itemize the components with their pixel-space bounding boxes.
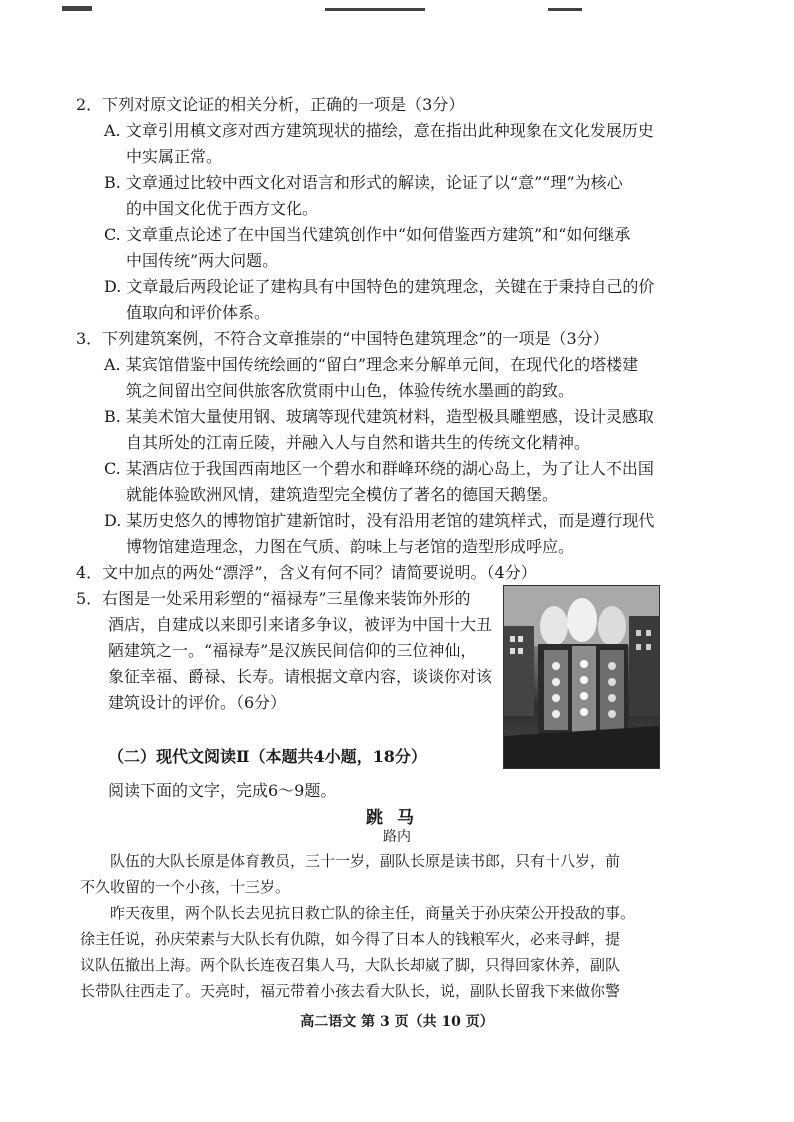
question-2-option-c: C. 文章重点论述了在中国当代建筑创作中“如何借鉴西方建筑”和“如何继承 中国传统”两大问题。 — [104, 225, 631, 270]
question-2-option-b: B. 文章通过比较中西文化对语言和形式的解读，论证了以“意”“理”为核心 的中国文化优于西方文化。 — [104, 173, 623, 218]
question-2-stem: 2．下列对原文论证的相关分析，正确的一项是（3分） — [76, 95, 465, 114]
scan-artifact — [62, 6, 92, 11]
scan-artifact — [548, 8, 582, 11]
story-author: 路内 — [383, 829, 411, 845]
story-line: 昨天夜里，两个队长去见抗日救亡队的徐主任，商量关于孙庆荣公开投敌的事。 — [110, 904, 636, 922]
building-photo — [503, 585, 660, 769]
question-5-line: 酒店，自建成以来即引来诸多争议，被评为中国十大丑 — [108, 615, 493, 634]
question-4: 4．文中加点的两处“漂浮”，含义有何不同？请简要说明。（4分） — [76, 563, 537, 582]
story-line: 议队伍撤出上海。两个队长连夜召集人马，大队长却崴了脚，只得回家休养，副队 — [80, 956, 621, 974]
story-line: 徐主任说，孙庆荣素与大队长有仇隙，如今得了日本人的钱粮军火，必来寻衅，提 — [80, 930, 621, 948]
question-5 — [76, 586, 496, 716]
question-3-option-d: D. 某历史悠久的博物馆扩建新馆时，没有沿用老馆的建筑样式，而是遵行现代 博物馆建造理念，力图在气质、韵味上与老馆的造型形成呼应。 — [104, 511, 655, 556]
story-title: 跳马 — [366, 808, 428, 828]
question-3-option-a: A. 某宾馆借鉴中国传统绘画的“留白”理念来分解单元间，在现代化的塔楼建 筑之间留出空间供旅客欣赏雨中山色，体验传统水墨画的韵致。 — [104, 355, 639, 400]
page-footer: 高二语文 第 3 页（共 10 页） — [300, 1014, 494, 1030]
story-line: 队伍的大队长原是体育教员，三十一岁，副队长原是读书郎，只有十八岁，前 — [110, 852, 621, 870]
question-3-option-c: C. 某酒店位于我国西南地区一个碧水和群峰环绕的湖心岛上，为了让人不出国 就能体验欧洲风情，建筑造型完全模仿了著名的德国天鹅堡。 — [104, 459, 654, 504]
story-line: 长带队往西走了。天亮时，福元带着小孩去看大队长，说，副队长留我下来做你警 — [80, 982, 621, 1000]
question-5-line: 象征幸福、爵禄、长寿。请根据文章内容，谈谈你对该 — [108, 667, 493, 686]
question-5-line: 陋建筑之一。“福禄寿”是汉族民间信仰的三位神仙， — [108, 641, 477, 660]
story-line: 不久收留的一个小孩，十三岁。 — [80, 878, 291, 896]
scan-artifact — [325, 8, 425, 11]
question-2-option-a: A. 文章引用槙文彦对西方建筑现状的描绘，意在指出此种现象在文化发展历史 中实属正常。 — [104, 121, 654, 166]
reading-instruction: 阅读下面的文字，完成6～9题。 — [108, 781, 337, 800]
question-5-line: 建筑设计的评价。（6分） — [108, 693, 287, 712]
question-3-stem: 3．下列建筑案例，不符合文章推崇的“中国特色建筑理念”的一项是（3分） — [76, 329, 609, 348]
story-body — [80, 848, 676, 1004]
question-2-option-d: D. 文章最后两段论证了建构具有中国特色的建筑理念，关键在于秉持自己的价 值取向和评价体系。 — [104, 277, 655, 322]
question-3-option-b: B. 某美术馆大量使用钢、玻璃等现代建筑材料，造型极具雕塑感，设计灵感取 自其所处的江南丘陵，并融入人与自然和谐共生的传统文化精神。 — [104, 407, 654, 452]
question-5-line: 5．右图是一处采用彩塑的“福禄寿”三星像来装饰外形的 — [76, 589, 471, 608]
section-heading: （二）现代文阅读Ⅱ（本题共4小题，18分） — [108, 747, 427, 766]
